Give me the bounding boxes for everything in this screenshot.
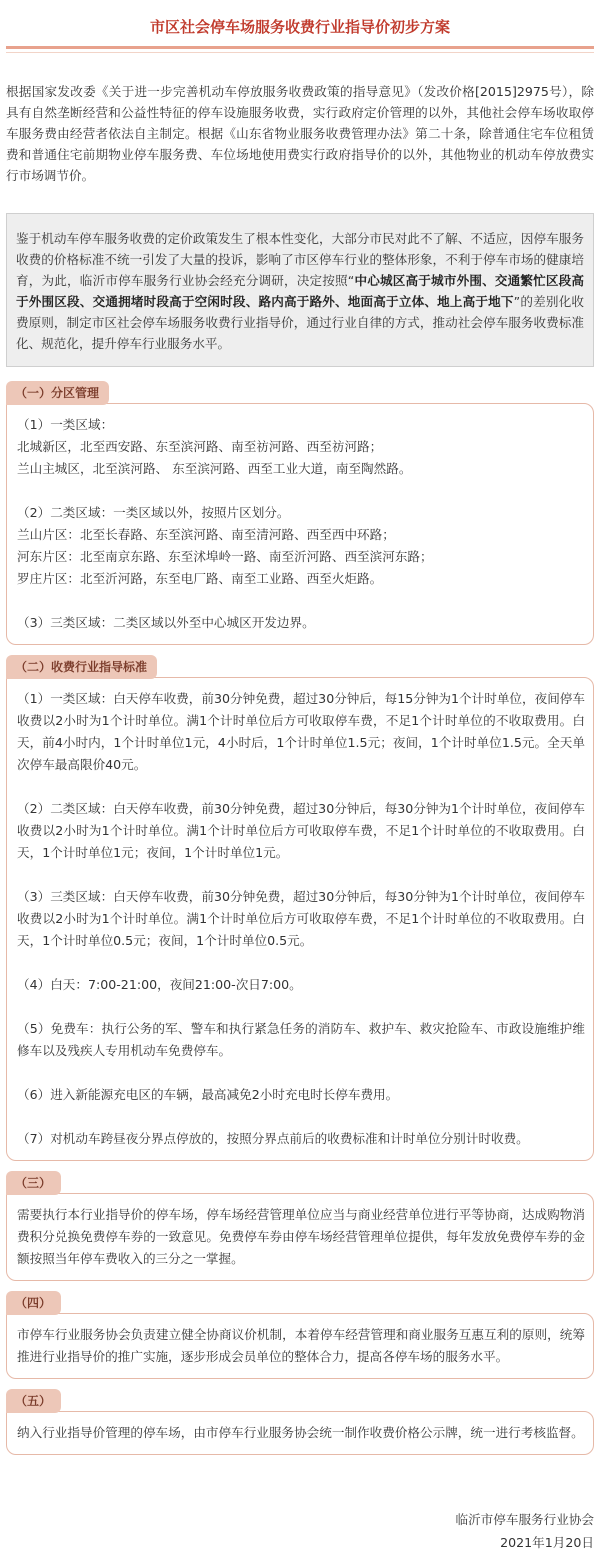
title-divider (6, 46, 594, 49)
section-negotiation (6, 1291, 594, 1379)
section-body (6, 677, 594, 1161)
spacer (17, 996, 585, 1018)
background-text-after: ”的差别化收费原则，制定市区社会停车场服务收费行业指导价，通过行业自律的方式，推动社会停车服务收费标准化、规范化，提升停车行业服务水平。 (16, 294, 584, 351)
standard-item: （6）进入新能源充电区的车辆，最高减免2小时充电时长停车费用。 (17, 1087, 399, 1102)
standard-item: （5）免费车：执行公务的军、警车和执行紧急任务的消防车、救护车、救灾抢险车、市政设施维护维修车以及残疾人专用机动车免费停车。 (17, 1021, 585, 1058)
intro-paragraph: 根据国家发改委《关于进一步完善机动车停放服务收费政策的指导意见》（发改价格[2015]2975号），除具有自然垄断经营和公益性特征的停车设施服务收费，实行政府定价管理的以外，其他社会停车场收取停车服务费由经营者依法自主制定。根据《山东省物业服务收费管理办法》第二十条，除普通住宅车位租赁费和普通住宅前期物业停车服务费、车位场地使用费实行政府指导价的以外，其他物业的机动车停放费实行市场调节价。 (6, 84, 594, 183)
section-body (6, 403, 594, 645)
zone-line: 河东片区：北至南京东路、东至沭埠岭一路、南至沂河路、西至滨河东路； (17, 549, 433, 564)
section-tag: （二）收费行业指导标准 (6, 655, 157, 679)
section-supervision (6, 1389, 594, 1455)
zone-line: 兰山主城区，北至滨河路、 东至滨河路、西至工业大道，南至陶然路。 (17, 461, 412, 476)
title-area (0, 0, 600, 53)
spacer (17, 590, 585, 612)
section-text: 市停车行业服务协会负责建立健全协商议价机制，本着停车经营管理和商业服务互惠互利的原则，统筹推进行业指导价的推广实施，逐步形成会员单位的整体合力，提高各停车场的服务水平。 (17, 1327, 585, 1364)
section-tag: （一）分区管理 (6, 381, 109, 405)
spacer (17, 864, 585, 886)
background-box (6, 213, 594, 367)
section-body (6, 1313, 594, 1379)
section-text: 需要执行本行业指导价的停车场，停车场经营管理单位应当与商业经营单位进行平等协商，达成购物消费积分兑换免费停车券的一致意见。免费停车券由停车场经营管理单位提供，每年发放免费停车券的金额按照当年停车费收入的三分之一掌握。 (17, 1207, 585, 1266)
signature-block (455, 1508, 594, 1554)
spacer (17, 1062, 585, 1084)
zone-line: 罗庄片区：北至沂河路，东至电厂路、南至工业路、西至火炬路。 (17, 571, 383, 586)
background-text-before: 鉴于机动车停车服务收费的定价政策发生了根本性变化，大部分市民对此不了解、不适应，因停车服务收费的价格标准不统一引发了大量的投诉，影响了市区停车行业的整体形象，不利于停车市场的健康培育，为此，临沂市停车服务行业协会经充分调研，决定按照“ (16, 231, 584, 288)
section-body (6, 1411, 594, 1455)
zone-line: （2）二类区域：一类区域以外，按照片区划分。 (17, 505, 290, 520)
section-pricing-standard (6, 655, 594, 1161)
section-body (6, 1193, 594, 1281)
page-title: 市区社会停车场服务收费行业指导价初步方案 (149, 18, 450, 36)
section-tag: （三） (6, 1171, 61, 1195)
zone-line: 北城新区，北至西安路、东至滨河路、南至祊河路、西至祊河路； (17, 439, 383, 454)
standard-item: （3）三类区域：白天停车收费，前30分钟免费，超过30分钟后，每30分钟为1个计时单位，夜间停车收费以2小时为1个计时单位。满1个计时单位后方可收取停车费，不足1个计时单位的不收取费用。白天，1个计时单位0.5元；夜间，1个计时单位0.5元。 (17, 889, 585, 948)
spacer (17, 776, 585, 798)
spacer (17, 480, 585, 502)
zone-line: （3）三类区域：二类区域以外至中心城区开发边界。 (17, 615, 315, 630)
signature-date: 2021年1月20日 (500, 1535, 594, 1550)
signature-organization: 临沂市停车服务行业协会 (455, 1512, 594, 1527)
spacer (17, 952, 585, 974)
spacer (17, 1106, 585, 1128)
principle-bold-text: 中心城区高于城市外围、交通繁忙区段高于外围区段、交通拥堵时段高于空闲时段、路内高于路外、地面高于立体、地上高于地下 (16, 273, 585, 309)
section-text: 纳入行业指导价管理的停车场，由市停车行业服务协会统一制作收费价格公示牌，统一进行考核监督。 (17, 1425, 584, 1440)
zone-line: 兰山片区：北至长春路、东至滨河路、南至清河路、西至西中环路； (17, 527, 395, 542)
zone-line: （1）一类区域： (17, 417, 114, 432)
section-tag: （四） (6, 1291, 61, 1315)
section-zoning (6, 381, 594, 645)
section-free-coupons (6, 1171, 594, 1281)
standard-item: （4）白天：7:00-21:00，夜间21:00-次日7:00。 (17, 977, 302, 992)
standard-item: （2）二类区域：白天停车收费，前30分钟免费，超过30分钟后，每30分钟为1个计时单位，夜间停车收费以2小时为1个计时单位。满1个计时单位后方可收取停车费，不足1个计时单位的不收取费用。白天，1个计时单位1元；夜间，1个计时单位1元。 (17, 801, 585, 860)
standard-item: （1）一类区域：白天停车收费，前30分钟免费，超过30分钟后，每15分钟为1个计时单位，夜间停车收费以2小时为1个计时单位。满1个计时单位后方可收取停车费，不足1个计时单位的不收取费用。白天，前4小时内，1个计时单位1元，4小时后，1个计时单位1.5元；夜间，1个计时单位1.5元。全天单次停车最高限价40元。 (17, 691, 585, 772)
standard-item: （7）对机动车跨昼夜分界点停放的，按照分界点前后的收费标准和计时单位分别计时收费。 (17, 1131, 529, 1146)
section-tag: （五） (6, 1389, 61, 1413)
title-divider-thin (6, 52, 594, 53)
